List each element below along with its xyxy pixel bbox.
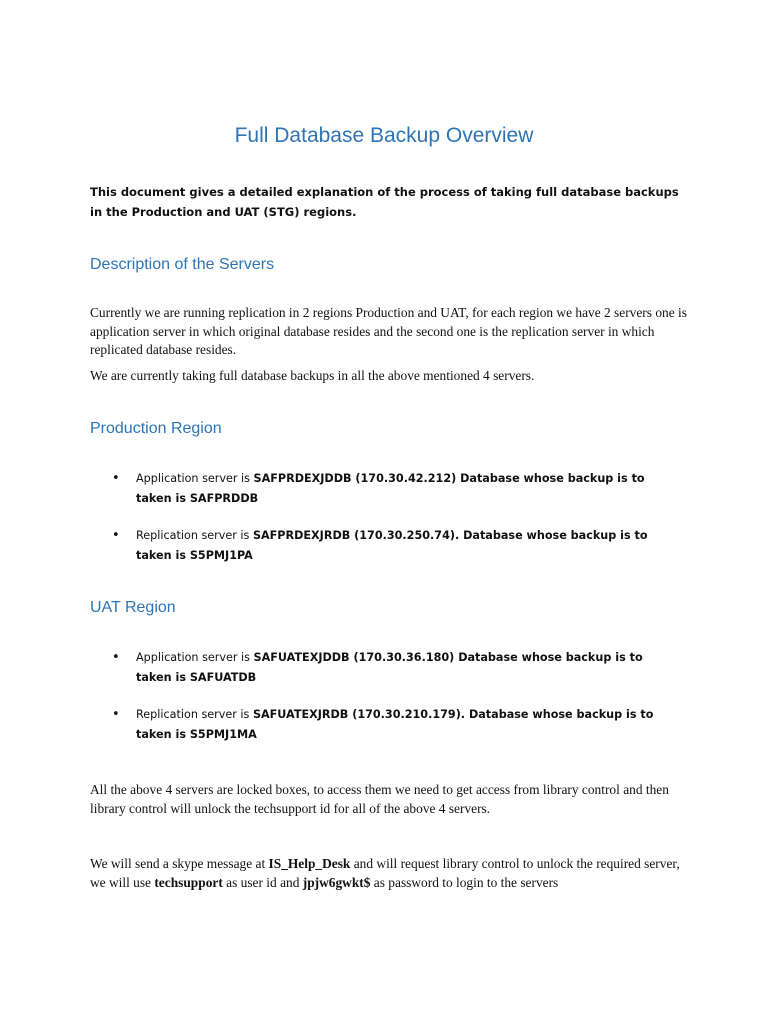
bullet-prefix: Replication server is [136,529,253,542]
uat-heading: UAT Region [90,599,176,616]
production-heading: Production Region [90,420,222,437]
uat-bullet-application [112,648,672,688]
bullet-dot-icon: • [112,650,120,665]
bullet-prefix: Application server is [136,651,254,664]
servers-paragraph-1: Currently we are running replication in 2 regions Production and UAT, for each region we have 2 servers one is application server in which original database resides and the second one is the replication server in which replicated database resides. [90,305,687,357]
skype-text-3: as user id and [222,874,303,890]
skype-text-1: We will send a skype message at [90,856,269,871]
servers-paragraph-2: We are currently taking full database backups in all the above mentioned 4 servers. [90,368,535,383]
uat-bullet-replication [112,705,672,745]
bullet-dot-icon: • [112,528,120,543]
user-id: techsupport [154,874,223,890]
intro-paragraph: This document gives a detailed explanation of the process of taking full database backups in the Production and UAT (STG) regions. [90,185,679,219]
bullet-prefix: Application server is [136,472,254,485]
skype-text-4: as password to login to the servers [370,874,559,890]
servers-heading: Description of the Servers [90,256,275,273]
bullet-server-detail: SAFPRDEXJDDB (170.30.42.212) Database whose backup is to taken is SAFPRDDB [136,472,645,505]
helpdesk-name: IS_Help_Desk [268,856,351,871]
document-title: Full Database Backup Overview [234,124,534,147]
bullet-server-detail: SAFUATEXJDDB (170.30.36.180) Database whose backup is to taken is SAFUATDB [136,651,643,684]
bullet-dot-icon: • [112,471,120,486]
bullet-server-detail: SAFPRDEXJRDB (170.30.250.74). Database whose backup is to taken is S5PMJ1PA [136,529,648,562]
bullet-server-detail: SAFUATEXJRDB (170.30.210.179). Database whose backup is to taken is S5PMJ1MA [136,708,654,741]
password-value: jpjw6gwkt$ [302,874,371,890]
skype-paragraph [90,855,690,892]
bullet-dot-icon: • [112,707,120,722]
skype-text-2: and will request library control to unlock the required server, we will use [90,856,680,890]
production-bullet-application [112,469,672,509]
access-paragraph: All the above 4 servers are locked boxes, to access them we need to get access from library control and then library control will unlock the techsupport id for all of the above 4 servers. [90,782,669,816]
bullet-prefix: Replication server is [136,708,253,721]
production-bullet-replication [112,526,672,566]
